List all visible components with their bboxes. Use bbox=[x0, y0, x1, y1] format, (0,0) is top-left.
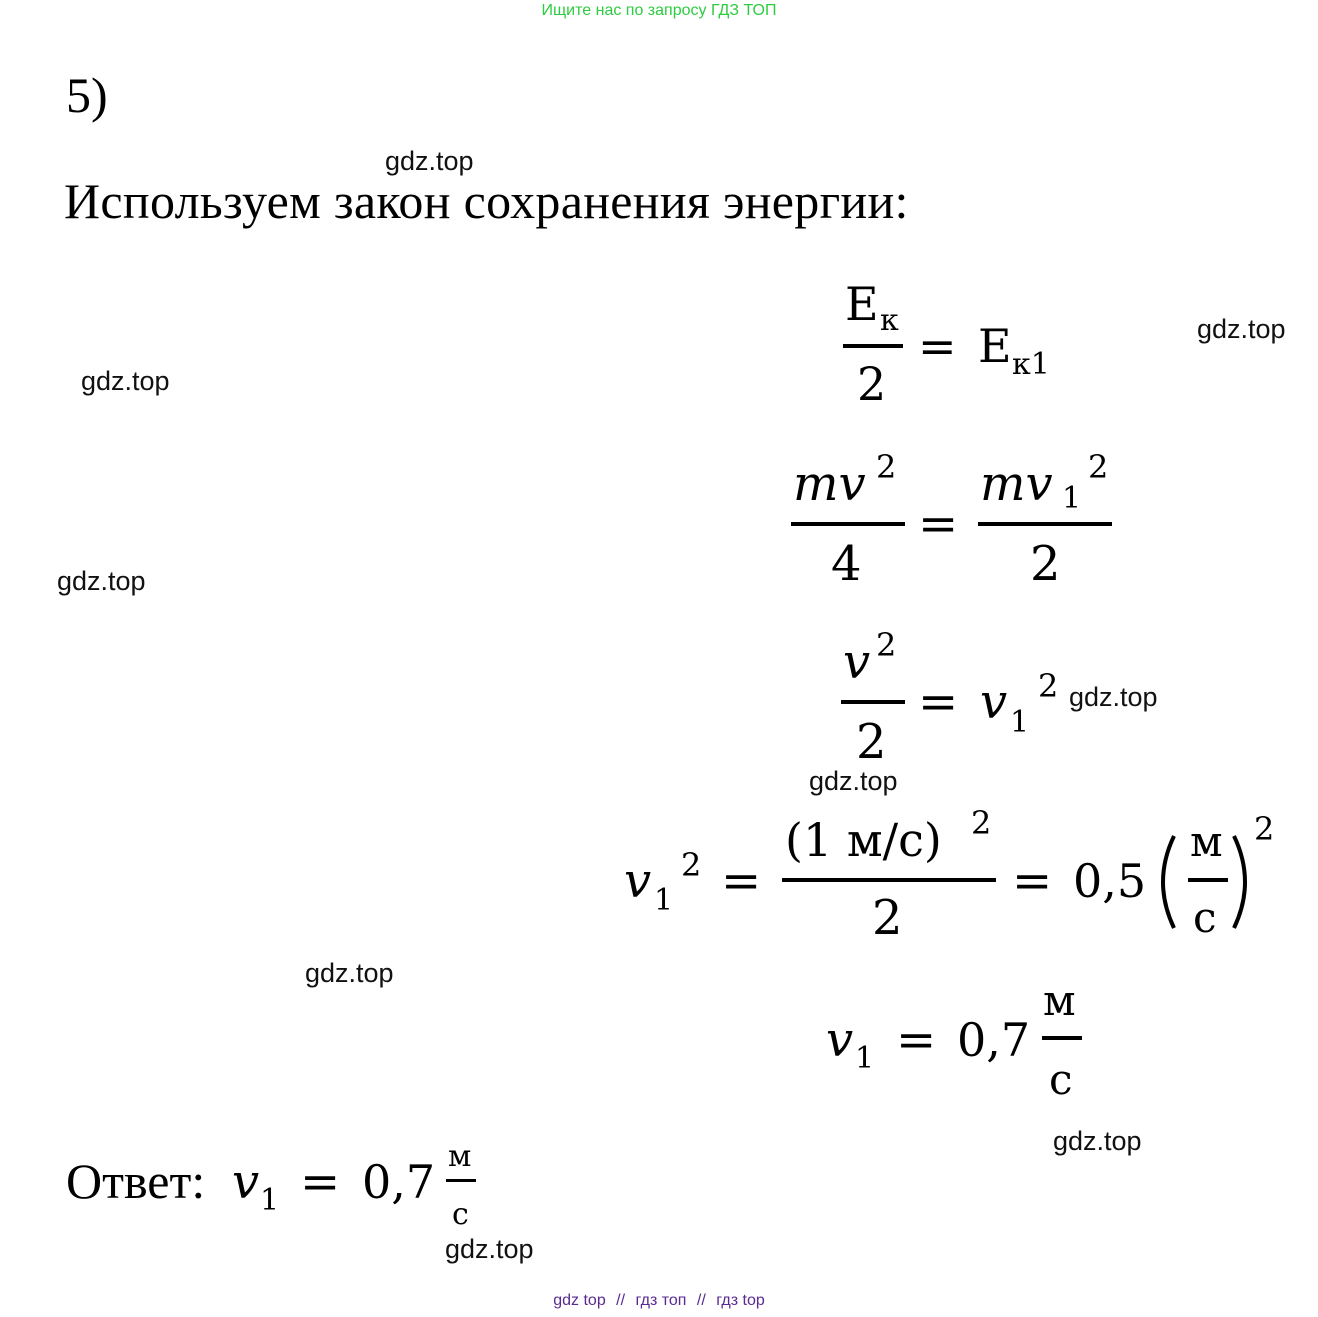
eq3-equals: = bbox=[918, 674, 959, 730]
eq5-equals: = bbox=[896, 1012, 937, 1068]
watermark: gdz.top bbox=[445, 1234, 534, 1264]
eq4-lhs-sub: 1 bbox=[654, 883, 674, 918]
answer-lhs-sub: 1 bbox=[260, 1183, 280, 1218]
answer-unit-bar bbox=[446, 1179, 476, 1182]
eq4-left-paren bbox=[1163, 836, 1174, 928]
eq1-rhs: E bbox=[978, 319, 1012, 373]
eq5-lhs: v bbox=[826, 1012, 854, 1068]
eq4-equals-1: = bbox=[721, 853, 762, 909]
answer-unit-den: с bbox=[452, 1197, 469, 1232]
eq4-right-paren bbox=[1234, 836, 1245, 928]
footer-link[interactable]: гдз top bbox=[716, 1292, 765, 1309]
eq2-left-bar bbox=[791, 522, 905, 526]
problem-intro: Используем закон сохранения энергии: bbox=[64, 173, 909, 229]
eq4-lhs: v bbox=[624, 853, 652, 909]
eq2-right-sub: 1 bbox=[1062, 481, 1082, 516]
eq2-left-num: mv bbox=[793, 456, 866, 512]
eq3-rhs: v bbox=[980, 674, 1008, 730]
eq2-right-den: 2 bbox=[1030, 536, 1061, 592]
watermark: gdz.top bbox=[1197, 314, 1286, 344]
eq4-unit-bar bbox=[1188, 878, 1228, 882]
equation-5 bbox=[826, 976, 1082, 1104]
watermark: gdz.top bbox=[57, 566, 146, 596]
eq5-unit-bar bbox=[1042, 1036, 1082, 1040]
eq1-den: 2 bbox=[857, 357, 887, 411]
eq3-rhs-sub: 1 bbox=[1010, 705, 1030, 740]
answer-lhs: v bbox=[232, 1154, 260, 1210]
answer-equals: = bbox=[300, 1154, 341, 1210]
watermark: gdz.top bbox=[809, 766, 898, 796]
answer-unit-num: м bbox=[448, 1139, 472, 1174]
eq4-den: 2 bbox=[872, 890, 903, 946]
search-banner: Ищите нас по запросу ГДЗ ТОП bbox=[541, 2, 777, 19]
eq1-fraction-bar bbox=[843, 344, 903, 348]
eq3-left-exp: 2 bbox=[876, 626, 897, 664]
eq2-right-exp: 2 bbox=[1088, 448, 1109, 486]
footer-links bbox=[0, 1292, 1318, 1310]
eq2-left-den: 4 bbox=[831, 536, 862, 592]
eq1-num: E bbox=[845, 277, 879, 331]
eq4-fraction-bar bbox=[782, 878, 996, 882]
eq3-left-den: 2 bbox=[856, 714, 887, 770]
eq4-equals-2: = bbox=[1012, 853, 1053, 909]
eq5-unit-num: м bbox=[1043, 976, 1076, 1025]
eq3-rhs-exp: 2 bbox=[1038, 667, 1059, 705]
watermark: gdz.top bbox=[81, 366, 170, 396]
footer-link[interactable]: gdz top bbox=[553, 1292, 606, 1309]
eq3-fraction-bar bbox=[841, 700, 905, 704]
eq2-right-bar bbox=[978, 522, 1112, 526]
eq1-num-sub: к bbox=[880, 303, 899, 338]
eq2-equals: = bbox=[918, 496, 959, 552]
equation-4 bbox=[624, 804, 1274, 946]
eq4-lhs-exp: 2 bbox=[681, 846, 702, 884]
equation-1 bbox=[843, 277, 1050, 411]
equation-3 bbox=[841, 626, 1058, 770]
eq2-left-exp: 2 bbox=[876, 448, 897, 486]
watermark: gdz.top bbox=[1069, 682, 1158, 712]
eq2-right-num: mv bbox=[980, 456, 1053, 512]
footer-separator: // bbox=[616, 1292, 626, 1309]
eq5-value: 0,7 bbox=[957, 1013, 1031, 1067]
watermark: gdz.top bbox=[1053, 1126, 1142, 1156]
equation-2 bbox=[791, 448, 1112, 592]
eq3-left-num: v bbox=[843, 634, 871, 690]
eq4-num-exp: 2 bbox=[971, 804, 992, 842]
problem-number: 5) bbox=[66, 67, 108, 123]
answer-value: 0,7 bbox=[362, 1155, 436, 1209]
eq1-rhs-sub: к1 bbox=[1012, 347, 1050, 382]
watermark: gdz.top bbox=[305, 958, 394, 988]
eq4-value: 0,5 bbox=[1073, 854, 1147, 908]
watermark: gdz.top bbox=[385, 146, 474, 176]
eq4-unit-den: с bbox=[1193, 893, 1217, 942]
footer-separator: // bbox=[696, 1292, 706, 1309]
eq1-equals: = bbox=[918, 319, 957, 373]
eq4-num: (1 м/с) bbox=[785, 813, 942, 867]
eq4-unit-num: м bbox=[1190, 817, 1223, 866]
eq4-unit-exp: 2 bbox=[1254, 810, 1275, 848]
footer-link[interactable]: гдз топ bbox=[635, 1292, 687, 1309]
answer bbox=[66, 1139, 476, 1232]
eq5-unit-den: с bbox=[1049, 1055, 1073, 1104]
eq5-lhs-sub: 1 bbox=[855, 1041, 875, 1076]
answer-label: Ответ: bbox=[66, 1153, 206, 1209]
